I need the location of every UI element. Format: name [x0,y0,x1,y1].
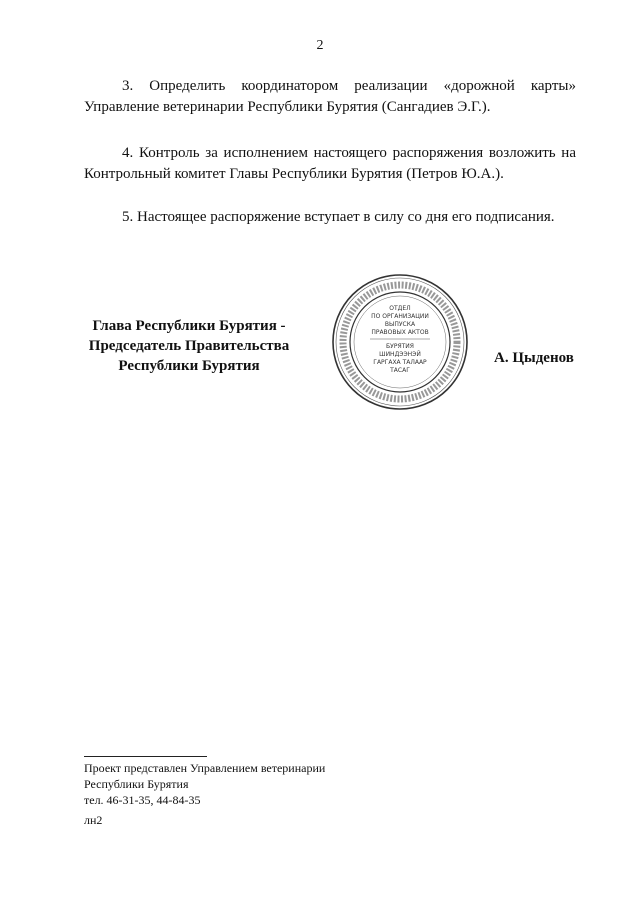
seal-line: ТАСАГ [390,367,410,374]
paragraph-5: 5. Настоящее распоряжение вступает в силу со дня его подписания. [122,209,555,225]
footer-divider [84,756,207,757]
footer-line: Республики Бурятия [84,777,189,791]
page-number: 2 [316,38,324,53]
signer-title-line: Глава Республики Бурятия - [92,318,286,334]
seal-line: ПО ОРГАНИЗАЦИИ [371,313,429,320]
seal-line: ПРАВОВЫХ АКТОВ [371,329,429,336]
paragraph-4: 4. Контроль за исполнением настоящего распоряжения возложить на Контрольный комитет Главы Республики Бурятия (Петров Ю.А.). [84,145,576,182]
document-code: лн2 [84,813,103,827]
signer-title-line: Председатель Правительства [88,338,290,354]
seal-line: ШИНДЭЭНЭЙ [379,351,421,358]
signer-name: А. Цыденов [494,350,574,366]
signer-title [84,316,294,376]
seal-line: ВЫПУСКА [384,321,416,328]
official-seal [330,272,470,412]
footer-note [84,760,484,808]
seal-line: ГАРГАХА ТАЛААР [373,359,427,366]
paragraph-3: 3. Определить координатором реализации «дорожной карты» Управление ветеринарии Республики Бурятия (Сангадиев Э.Г.). [84,78,576,115]
footer-line: Проект представлен Управлением ветеринарии [84,761,326,775]
seal-line: БУРЯТИЯ [386,343,414,350]
footer-line: тел. 46-31-35, 44-84-35 [84,793,201,807]
seal-line: ОТДЕЛ [389,305,411,312]
signer-title-line: Республики Бурятия [118,358,260,374]
